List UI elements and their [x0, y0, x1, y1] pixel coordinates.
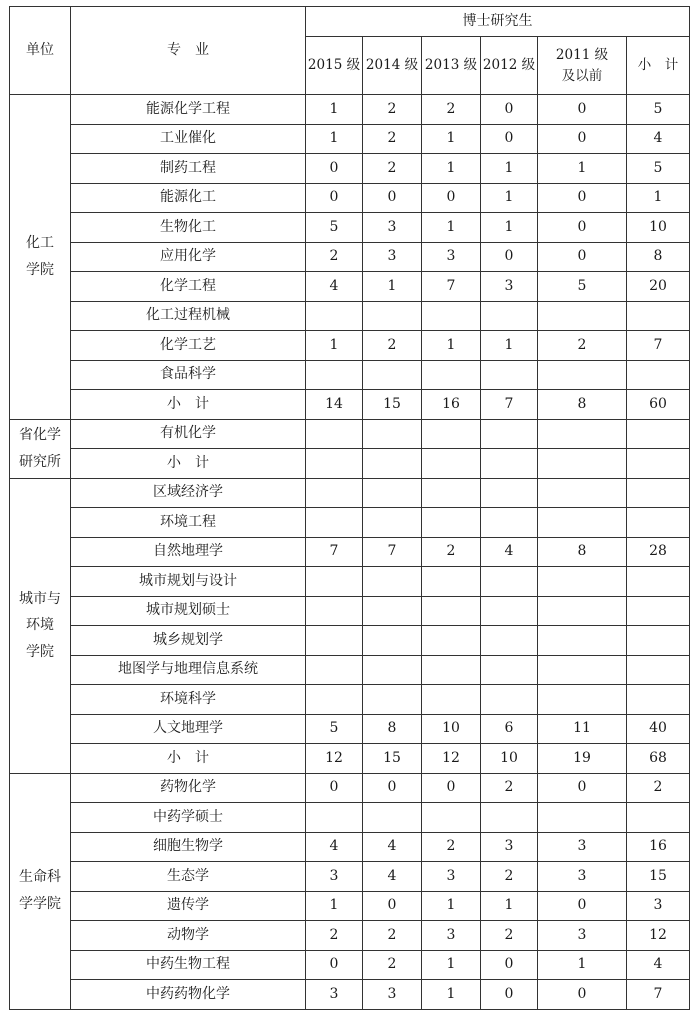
- value-cell: 2: [363, 154, 422, 184]
- value-cell: 0: [538, 124, 627, 154]
- major-cell: 区域经济学: [71, 478, 306, 508]
- major-cell: 食品科学: [71, 360, 306, 390]
- value-cell: [306, 478, 363, 508]
- value-cell: 40: [627, 714, 690, 744]
- value-cell: 1: [481, 183, 538, 213]
- value-cell: [481, 508, 538, 538]
- value-cell: [538, 301, 627, 331]
- value-cell: 14: [306, 390, 363, 420]
- table-header: [10, 7, 690, 95]
- major-cell: 环境科学: [71, 685, 306, 715]
- value-cell: 1: [306, 891, 363, 921]
- value-cell: [627, 449, 690, 479]
- value-cell: [627, 567, 690, 597]
- value-cell: [422, 449, 481, 479]
- value-cell: 0: [538, 773, 627, 803]
- value-cell: 8: [538, 537, 627, 567]
- value-cell: [481, 596, 538, 626]
- value-cell: 4: [627, 124, 690, 154]
- value-cell: [422, 360, 481, 390]
- value-cell: 0: [306, 154, 363, 184]
- value-cell: [481, 567, 538, 597]
- value-cell: 0: [538, 95, 627, 125]
- major-cell: 生物化工: [71, 213, 306, 243]
- major-cell: 中药生物工程: [71, 950, 306, 980]
- value-cell: 0: [363, 891, 422, 921]
- major-cell: 化学工艺: [71, 331, 306, 361]
- value-cell: 3: [538, 832, 627, 862]
- value-cell: [306, 803, 363, 833]
- table-row: [10, 921, 690, 951]
- major-cell: 能源化工: [71, 183, 306, 213]
- value-cell: 1: [481, 154, 538, 184]
- value-cell: [306, 360, 363, 390]
- value-cell: 2: [363, 950, 422, 980]
- value-cell: 2: [481, 921, 538, 951]
- value-cell: 0: [422, 183, 481, 213]
- value-cell: 3: [363, 980, 422, 1010]
- value-cell: [422, 478, 481, 508]
- value-cell: 0: [481, 950, 538, 980]
- value-cell: 3: [363, 242, 422, 272]
- value-cell: 19: [538, 744, 627, 774]
- value-cell: 8: [363, 714, 422, 744]
- value-cell: 12: [422, 744, 481, 774]
- value-cell: [422, 655, 481, 685]
- value-cell: [306, 626, 363, 656]
- value-cell: [363, 567, 422, 597]
- table-row: [10, 242, 690, 272]
- value-cell: 8: [627, 242, 690, 272]
- value-cell: 60: [627, 390, 690, 420]
- value-cell: [538, 419, 627, 449]
- value-cell: 3: [422, 242, 481, 272]
- value-cell: 2: [363, 331, 422, 361]
- value-cell: [306, 449, 363, 479]
- value-cell: 1: [306, 95, 363, 125]
- statistics-table-container: [9, 6, 690, 1010]
- table-row: [10, 124, 690, 154]
- value-cell: 1: [422, 213, 481, 243]
- major-cell: 能源化学工程: [71, 95, 306, 125]
- value-cell: 2: [363, 95, 422, 125]
- value-cell: [363, 360, 422, 390]
- value-cell: [422, 626, 481, 656]
- value-cell: 2: [363, 921, 422, 951]
- table-row: [10, 832, 690, 862]
- value-cell: 0: [538, 891, 627, 921]
- value-cell: 3: [481, 272, 538, 302]
- table-body: [10, 95, 690, 1010]
- value-cell: [306, 508, 363, 538]
- value-cell: 3: [422, 862, 481, 892]
- table-row: [10, 419, 690, 449]
- table-row: [10, 862, 690, 892]
- value-cell: 1: [481, 331, 538, 361]
- value-cell: [627, 626, 690, 656]
- value-cell: 3: [627, 891, 690, 921]
- value-cell: 5: [306, 213, 363, 243]
- value-cell: 4: [306, 272, 363, 302]
- value-cell: 3: [422, 921, 481, 951]
- value-cell: [363, 626, 422, 656]
- value-cell: 3: [306, 862, 363, 892]
- value-cell: [481, 655, 538, 685]
- value-cell: [627, 803, 690, 833]
- header-year-2: 2013 级: [422, 37, 481, 95]
- table-row: [10, 567, 690, 597]
- value-cell: [627, 419, 690, 449]
- value-cell: [538, 449, 627, 479]
- value-cell: 2: [363, 124, 422, 154]
- value-cell: [627, 685, 690, 715]
- major-cell: 化学工程: [71, 272, 306, 302]
- value-cell: [481, 301, 538, 331]
- major-cell: 小 计: [71, 449, 306, 479]
- value-cell: [422, 301, 481, 331]
- unit-cell: 生命科 学学院: [10, 773, 71, 1009]
- major-cell: 城市规划与设计: [71, 567, 306, 597]
- value-cell: 2: [422, 832, 481, 862]
- value-cell: 1: [422, 124, 481, 154]
- value-cell: 12: [627, 921, 690, 951]
- major-cell: 生态学: [71, 862, 306, 892]
- value-cell: 0: [306, 183, 363, 213]
- value-cell: 16: [422, 390, 481, 420]
- major-cell: 环境工程: [71, 508, 306, 538]
- header-year-3: 2012 级: [481, 37, 538, 95]
- unit-cell: 化工 学院: [10, 95, 71, 420]
- value-cell: 0: [538, 213, 627, 243]
- table-row: [10, 980, 690, 1010]
- value-cell: 3: [538, 921, 627, 951]
- value-cell: 7: [422, 272, 481, 302]
- value-cell: 2: [481, 862, 538, 892]
- value-cell: [363, 449, 422, 479]
- value-cell: [306, 567, 363, 597]
- value-cell: 4: [363, 832, 422, 862]
- table-row: [10, 685, 690, 715]
- value-cell: [627, 655, 690, 685]
- table-row: [10, 449, 690, 479]
- value-cell: [627, 596, 690, 626]
- value-cell: [627, 508, 690, 538]
- value-cell: [538, 685, 627, 715]
- major-cell: 动物学: [71, 921, 306, 951]
- value-cell: 8: [538, 390, 627, 420]
- value-cell: 0: [481, 242, 538, 272]
- value-cell: [363, 301, 422, 331]
- value-cell: 1: [422, 154, 481, 184]
- value-cell: 7: [363, 537, 422, 567]
- value-cell: 0: [481, 124, 538, 154]
- table-row: [10, 508, 690, 538]
- value-cell: 2: [422, 95, 481, 125]
- value-cell: [422, 419, 481, 449]
- value-cell: 0: [481, 980, 538, 1010]
- value-cell: 2: [422, 537, 481, 567]
- value-cell: 28: [627, 537, 690, 567]
- value-cell: [363, 596, 422, 626]
- table-row: [10, 744, 690, 774]
- value-cell: 1: [481, 213, 538, 243]
- value-cell: [363, 655, 422, 685]
- table-row: [10, 478, 690, 508]
- value-cell: 3: [481, 832, 538, 862]
- value-cell: 0: [538, 980, 627, 1010]
- value-cell: [538, 626, 627, 656]
- value-cell: 5: [306, 714, 363, 744]
- header-group: 博士研究生: [306, 7, 690, 37]
- value-cell: [306, 685, 363, 715]
- table-row: [10, 360, 690, 390]
- value-cell: [363, 508, 422, 538]
- table-row: [10, 331, 690, 361]
- value-cell: 15: [363, 744, 422, 774]
- header-year-0: 2015 级: [306, 37, 363, 95]
- table-row: [10, 773, 690, 803]
- value-cell: 1: [538, 154, 627, 184]
- unit-cell: 城市与 环境 学院: [10, 478, 71, 773]
- value-cell: 7: [627, 980, 690, 1010]
- major-cell: 中药药物化学: [71, 980, 306, 1010]
- value-cell: 7: [306, 537, 363, 567]
- value-cell: 68: [627, 744, 690, 774]
- value-cell: [306, 655, 363, 685]
- value-cell: [538, 655, 627, 685]
- value-cell: 7: [481, 390, 538, 420]
- table-row: [10, 596, 690, 626]
- unit-cell: 省化学 研究所: [10, 419, 71, 478]
- value-cell: [627, 478, 690, 508]
- value-cell: 1: [306, 124, 363, 154]
- value-cell: 7: [627, 331, 690, 361]
- major-cell: 制药工程: [71, 154, 306, 184]
- table-row: [10, 301, 690, 331]
- table-row: [10, 154, 690, 184]
- value-cell: 4: [306, 832, 363, 862]
- value-cell: 2: [481, 773, 538, 803]
- value-cell: 0: [363, 773, 422, 803]
- value-cell: 3: [538, 862, 627, 892]
- value-cell: [306, 596, 363, 626]
- table-row: [10, 626, 690, 656]
- value-cell: 1: [306, 331, 363, 361]
- major-cell: 遗传学: [71, 891, 306, 921]
- table-row: [10, 714, 690, 744]
- value-cell: 1: [627, 183, 690, 213]
- value-cell: 0: [481, 95, 538, 125]
- major-cell: 城市规划硕士: [71, 596, 306, 626]
- major-cell: 小 计: [71, 744, 306, 774]
- value-cell: 2: [627, 773, 690, 803]
- value-cell: 0: [363, 183, 422, 213]
- value-cell: 1: [363, 272, 422, 302]
- value-cell: 0: [538, 242, 627, 272]
- value-cell: [363, 419, 422, 449]
- value-cell: 6: [481, 714, 538, 744]
- value-cell: [538, 478, 627, 508]
- value-cell: [422, 685, 481, 715]
- value-cell: 15: [627, 862, 690, 892]
- major-cell: 细胞生物学: [71, 832, 306, 862]
- value-cell: 1: [422, 331, 481, 361]
- value-cell: [481, 360, 538, 390]
- major-cell: 城乡规划学: [71, 626, 306, 656]
- value-cell: [422, 803, 481, 833]
- doctoral-students-table: [9, 6, 690, 1010]
- value-cell: [422, 567, 481, 597]
- value-cell: 1: [422, 980, 481, 1010]
- table-row: [10, 891, 690, 921]
- table-row: [10, 803, 690, 833]
- value-cell: [627, 301, 690, 331]
- major-cell: 工业催化: [71, 124, 306, 154]
- value-cell: [538, 567, 627, 597]
- header-year-5: 小 计: [627, 37, 690, 95]
- major-cell: 化工过程机械: [71, 301, 306, 331]
- value-cell: 0: [306, 950, 363, 980]
- value-cell: 1: [481, 891, 538, 921]
- value-cell: 11: [538, 714, 627, 744]
- value-cell: 2: [306, 242, 363, 272]
- value-cell: [363, 685, 422, 715]
- value-cell: [627, 360, 690, 390]
- value-cell: 0: [422, 773, 481, 803]
- value-cell: [306, 419, 363, 449]
- value-cell: 1: [422, 891, 481, 921]
- header-year-1: 2014 级: [363, 37, 422, 95]
- value-cell: 2: [306, 921, 363, 951]
- value-cell: [481, 449, 538, 479]
- value-cell: [481, 626, 538, 656]
- value-cell: 3: [306, 980, 363, 1010]
- value-cell: 1: [422, 950, 481, 980]
- value-cell: 2: [538, 331, 627, 361]
- value-cell: 4: [481, 537, 538, 567]
- major-cell: 应用化学: [71, 242, 306, 272]
- table-row: [10, 213, 690, 243]
- value-cell: [306, 301, 363, 331]
- value-cell: [481, 803, 538, 833]
- value-cell: 10: [481, 744, 538, 774]
- value-cell: 20: [627, 272, 690, 302]
- value-cell: 3: [363, 213, 422, 243]
- major-cell: 自然地理学: [71, 537, 306, 567]
- major-cell: 小 计: [71, 390, 306, 420]
- major-cell: 地图学与地理信息系统: [71, 655, 306, 685]
- value-cell: 10: [422, 714, 481, 744]
- table-row: [10, 655, 690, 685]
- value-cell: 4: [363, 862, 422, 892]
- table-row: [10, 537, 690, 567]
- major-cell: 有机化学: [71, 419, 306, 449]
- value-cell: [481, 478, 538, 508]
- value-cell: [422, 596, 481, 626]
- major-cell: 人文地理学: [71, 714, 306, 744]
- value-cell: 12: [306, 744, 363, 774]
- value-cell: 1: [538, 950, 627, 980]
- value-cell: 5: [627, 95, 690, 125]
- value-cell: 5: [627, 154, 690, 184]
- header-year-4: 2011 级 及以前: [538, 37, 627, 95]
- value-cell: 4: [627, 950, 690, 980]
- table-row: [10, 950, 690, 980]
- table-row: [10, 390, 690, 420]
- value-cell: [481, 685, 538, 715]
- header-unit: 单位: [10, 7, 71, 95]
- value-cell: 0: [306, 773, 363, 803]
- value-cell: [538, 360, 627, 390]
- value-cell: [538, 596, 627, 626]
- value-cell: [363, 478, 422, 508]
- header-major: 专 业: [71, 7, 306, 95]
- table-row: [10, 272, 690, 302]
- table-row: [10, 95, 690, 125]
- major-cell: 药物化学: [71, 773, 306, 803]
- value-cell: 0: [538, 183, 627, 213]
- major-cell: 中药学硕士: [71, 803, 306, 833]
- value-cell: [538, 508, 627, 538]
- value-cell: 16: [627, 832, 690, 862]
- value-cell: 5: [538, 272, 627, 302]
- value-cell: 10: [627, 213, 690, 243]
- value-cell: [481, 419, 538, 449]
- value-cell: [363, 803, 422, 833]
- table-row: [10, 183, 690, 213]
- value-cell: 15: [363, 390, 422, 420]
- value-cell: [422, 508, 481, 538]
- value-cell: [538, 803, 627, 833]
